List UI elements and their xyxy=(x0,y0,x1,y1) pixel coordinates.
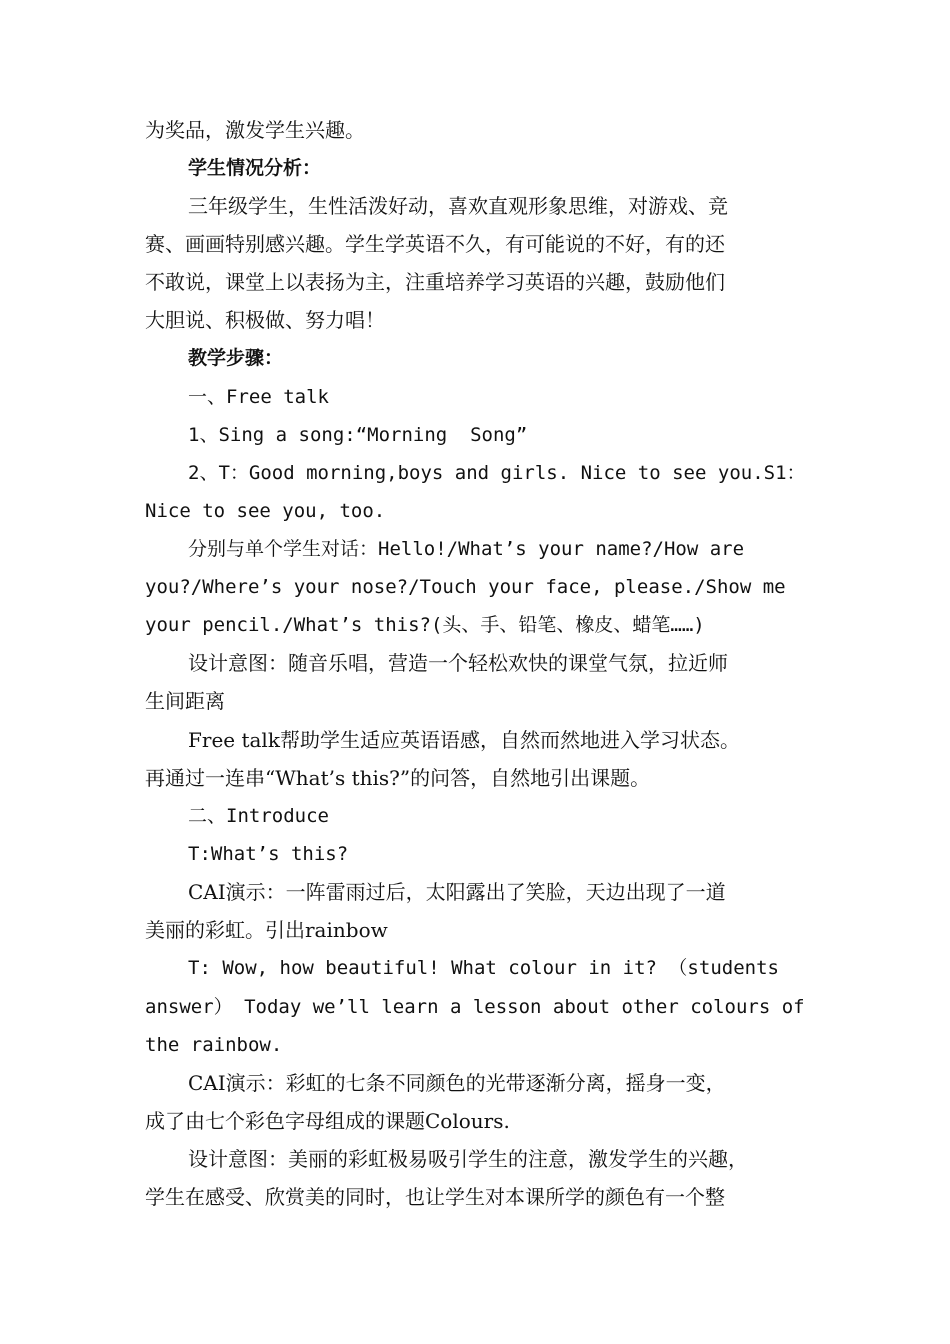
text-line: 大胆说、积极做、努力唱！ xyxy=(145,308,385,332)
text-line: 学生在感受、欣赏美的同时，也让学生对本课所学的颜色有一个整 xyxy=(145,1185,725,1209)
text-line: CAI演示：一阵雷雨过后，太阳露出了笑脸，天边出现了一道 xyxy=(188,880,726,904)
section-heading: 学生情况分析： xyxy=(188,157,322,179)
text-line: 为奖品，激发学生兴趣。 xyxy=(145,118,365,142)
text-line: Nice to see you, too. xyxy=(145,500,386,522)
text-line: 一、Free talk xyxy=(188,386,329,408)
text-line: the rainbow. xyxy=(145,1034,283,1056)
text-line: answer） Today we’ll learn a lesson about other colours of xyxy=(145,996,805,1018)
text-line: 设计意图：随音乐唱，营造一个轻松欢快的课堂气氛，拉近师 xyxy=(188,651,728,675)
text-line: 美丽的彩虹。引出rainbow xyxy=(145,918,388,942)
text-line: you?/Where’s your nose?/Touch your face, please./Show me xyxy=(145,576,786,598)
text-line: 2、T：Good morning,boys and girls. Nice to see you.S1： xyxy=(188,462,806,484)
text-line: 生间距离 xyxy=(145,689,225,713)
text-line: 赛、画画特别感兴趣。学生学英语不久，有可能说的不好，有的还 xyxy=(145,232,725,256)
text-line: 设计意图：美丽的彩虹极易吸引学生的注意，激发学生的兴趣， xyxy=(188,1147,748,1171)
text-line: 成了由七个彩色字母组成的课题Colours. xyxy=(145,1109,510,1133)
text-line: 分别与单个学生对话：Hello!/What’s your name?/How are xyxy=(188,538,745,560)
section-heading: 教学步骤： xyxy=(188,347,284,369)
text-line: your pencil./What’s this?(头、手、铅笔、橡皮、蜡笔……) xyxy=(145,614,705,636)
text-line: 二、Introduce xyxy=(188,805,329,827)
text-line: 不敢说，课堂上以表扬为主，注重培养学习英语的兴趣，鼓励他们 xyxy=(145,270,725,294)
text-line: 再通过一连串“What’s this?”的问答，自然地引出课题。 xyxy=(145,766,651,790)
text-line: Free talk帮助学生适应英语语感，自然而然地进入学习状态。 xyxy=(188,728,740,752)
text-line: 三年级学生，生性活泼好动，喜欢直观形象思维，对游戏、竞 xyxy=(188,194,728,218)
text-line: T:What’s this? xyxy=(188,843,349,865)
text-line: CAI演示：彩虹的七条不同颜色的光带逐渐分离，摇身一变， xyxy=(188,1071,726,1095)
text-line: 1、Sing a song:“Morning Song” xyxy=(188,424,528,446)
text-line: T: Wow, how beautiful! What colour in it? （students xyxy=(188,957,779,979)
